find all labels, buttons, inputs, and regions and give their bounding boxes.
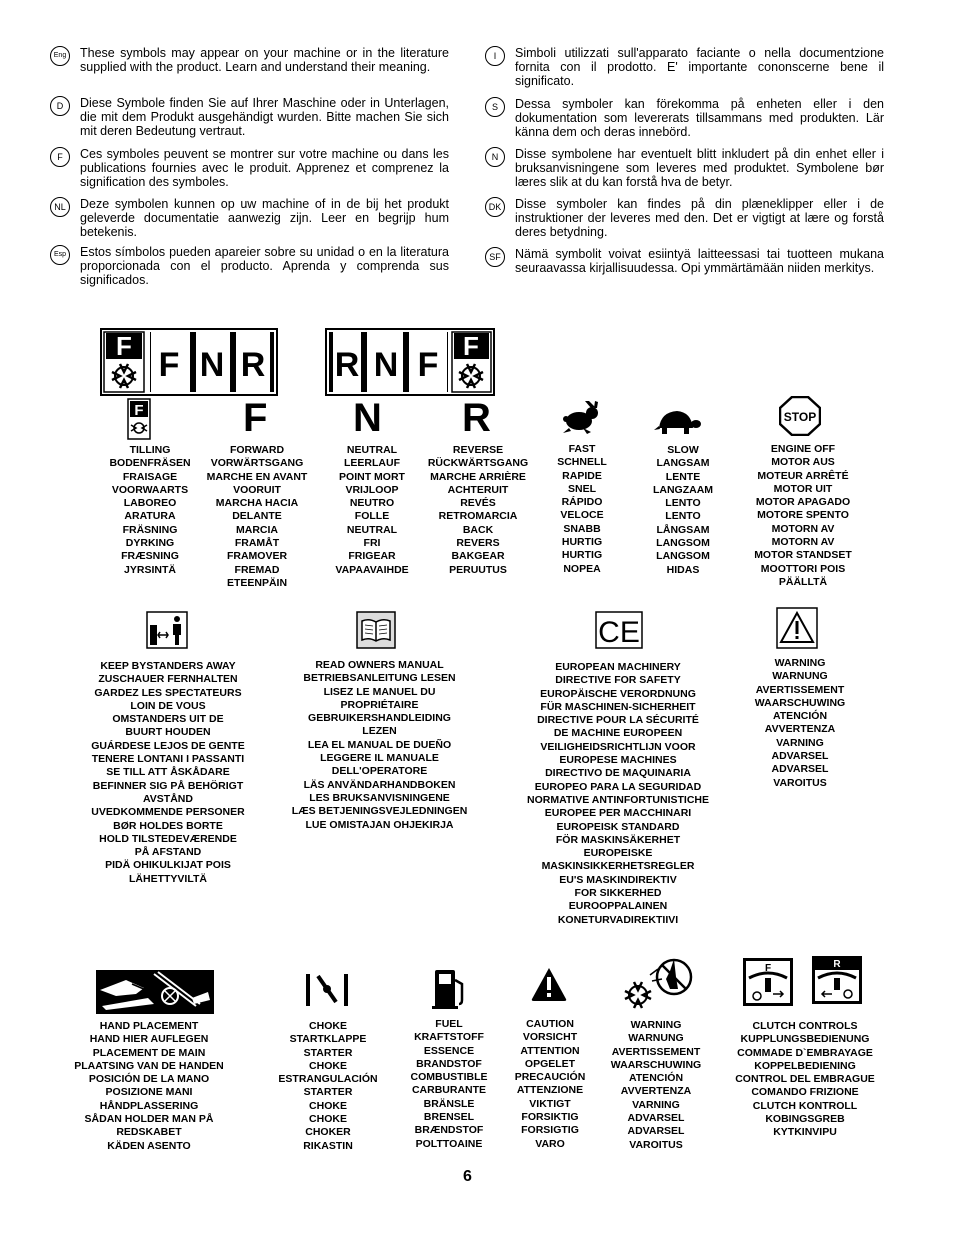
- tilling-letter: F: [134, 402, 144, 419]
- fast-label: FAST SCHNELL RAPIDE SNEL RÁPIDO VELOCE SNABB HURTIG HURTIG NOPEA: [557, 443, 607, 575]
- reverse-label: REVERSE RÜCKWÄRTSGANG MARCHE ARRIÈRE ACHTERUIT REVÉS RETROMARCIA BACK REVERS BAKGEAR PERUUTUS: [427, 444, 529, 576]
- clutch-r-letter: R: [833, 959, 841, 970]
- caution-icon: [530, 966, 568, 1002]
- neutral-letter-icon: N: [353, 396, 382, 440]
- language-badge: I: [485, 46, 505, 66]
- language-badge: F: [50, 147, 70, 167]
- stop-label: STOP: [783, 410, 817, 424]
- gear-panel-left-icon: [100, 328, 278, 396]
- choke-label: CHOKE STARTKLAPPE STARTER CHOKE ESTRANGULACIÓN STARTER CHOKE CHOKE CHOKER RIKASTIN: [278, 1020, 378, 1152]
- language-badge: Esp: [50, 245, 70, 265]
- tilling-icon: [127, 398, 151, 440]
- no-bystanders-rotating-tines-icon: [622, 955, 694, 1011]
- bystanders-label: KEEP BYSTANDERS AWAY ZUSCHAUER FERNHALTEN GARDEZ LES SPECTATEURS LOIN DE VOUS OMSTANDERS UIT DE BUURT HOUDEN GUÁRDESE LEJOS DE GENTE TENERE LONTANI I PASSANTI SE TILL ATT ÅSKÅDARE BEFINNER SIG PÅ BEHÖRIGT AVSTÅND UVEDKOMMENDE PERSONER BØR HOLDES BORTE HOLD TILSTEDEVÆRENDE PÅ AFSTAND PIDÄ OHIKULKIJAT POIS LÄHETTYVILTÄ: [91, 660, 245, 885]
- intro-text: Estos símbolos pueden apareier sobre su unidad o en la literatura proporcionada con el producto. Aprenda y comprenda sus significados.: [80, 245, 449, 287]
- rabbit-icon: [561, 401, 601, 435]
- warning-label: WARNING WARNUNG AVERTISSEMENT WAARSCHUWING ATENCIÓN AVVERTENZA VARNING ADVARSEL ADVARSEL VAROITUS: [754, 657, 846, 789]
- panel-tab-letter: F: [116, 331, 132, 361]
- manual-label: READ OWNERS MANUAL BETRIEBSANLEITUNG LESEN LISEZ LE MANUEL DU PROPRIÉTAIRE GEBRUIKERSHANDLEIDING LEZEN LEA EL MANUAL DE DUEÑO LEGGERE IL MANUALE DELL'OPERATORE LÄS ANVÄNDARHANDBOKEN LES BRUKSANVISNINGENE LÆS BETJENINGSVEJLEDNINGEN LUE OMISTAJAN OHJEKIRJA: [291, 659, 468, 831]
- intro-text: Disse symbolene har eventuelt blitt inkludert på din enhet eller i bruksanvisningene som leveres med produktet. Symbolene bør læres slik at du kan forstå hva de betyr.: [515, 147, 884, 189]
- ce-label: CE: [598, 616, 640, 649]
- gear-panel-right-icon: [325, 328, 495, 396]
- clutch-r-icon: [812, 956, 862, 1004]
- intro-text: These symbols may appear on your machine or in the literature supplied with the product. Learn and understand their meaning.: [80, 46, 449, 74]
- clutch-controls-label: CLUTCH CONTROLS KUPPLUNGSBEDIENUNG COMMADE D`EMBRAYAGE KOPPELBEDIENING CONTROL DEL EMBRAGUE COMANDO FRIZIONE CLUTCH KONTROLL KOBINGSGREB KYTKINVIPU: [735, 1020, 875, 1139]
- intro-sf: [489, 247, 884, 275]
- intro-text: Nämä symbolit voivat esiintyä laitteessasi tai tuotteen mukana seuraavassa kirjallisuudessa. Opi ymmärtämään niiden merkitys.: [515, 247, 884, 275]
- intro-text: Diese Symbole finden Sie auf Ihrer Maschine oder in Unterlagen, die mit dem Produkt ausgehändigt wurden. Bitte machen Sie sich mit deren Bedeutung vertraut.: [80, 96, 449, 138]
- choke-icon: [304, 972, 350, 1008]
- intro-eng: [53, 46, 449, 74]
- panel-letter-f: F: [417, 346, 439, 384]
- hand-placement-label: HAND PLACEMENT HAND HIER AUFLEGEN PLACEMENT DE MAIN PLAATSING VAN DE HANDEN POSICIÓN DE LA MANO POSIZIONE MANI HÅNDPLASSERING SÅDAN HOLDER MAN PÅ REDSKABET KÄDEN ASENTO: [74, 1020, 224, 1152]
- language-badge: NL: [50, 197, 70, 217]
- clutch-f-letter: F: [764, 963, 772, 974]
- page-number: 6: [463, 1168, 472, 1185]
- intro-text: Dessa symboler kan förekomma på enheten eller i den dokumentation som levererats tillsammans med produkten. Lär känna dem och deras innebörd.: [515, 97, 884, 139]
- panel-letter-f: F: [158, 346, 180, 384]
- panel-letter-r: R: [334, 346, 360, 384]
- intro-n: [491, 147, 884, 189]
- intro-text: Ces symboles peuvent se montrer sur votre machine ou dans les publications fournies avec le produit. Apprenez et comprenez la signification des symboles.: [80, 147, 449, 189]
- panel-tab-letter: F: [463, 331, 479, 361]
- intro-dk: [488, 197, 884, 239]
- intro-nl: [54, 197, 449, 239]
- tilling-label: TILLING BODENFRÄSEN FRAISAGE VOORWAARTS LABOREO ARATURA FRÄSNING DYRKING FRÆSNING JYRSINTÄ: [109, 444, 191, 576]
- stop-sign-icon: [779, 396, 821, 436]
- language-badge: N: [485, 147, 505, 167]
- forward-label: FORWARD VORWÄRTSGANG MARCHE EN AVANT VOORUIT MARCHA HACIA DELANTE MARCIA FRAMÅT FRAMOVER FREMAD ETEENPÄIN: [206, 444, 308, 589]
- fuel-pump-icon: [432, 968, 466, 1010]
- language-badge: SF: [485, 247, 505, 267]
- intro-s: [491, 97, 884, 139]
- intro-i: [493, 46, 884, 88]
- hand-placement-icon: [96, 970, 214, 1014]
- intro-d: [56, 96, 449, 138]
- ce-mark-icon: [595, 611, 643, 649]
- engine-off-label: ENGINE OFF MOTOR AUS MOTEUR ARRÊTÉ MOTOR UIT MOTOR APAGADO MOTORE SPENTO MOTORN AV MOTORN AV MOTOR STANDSET MOOTTORI POIS PÄÄLLTÄ: [754, 443, 852, 588]
- reverse-letter-icon: R: [462, 396, 491, 440]
- panel-letter-n: N: [199, 346, 225, 384]
- language-badge: Eng: [50, 46, 70, 66]
- manual-book-icon: [356, 611, 396, 649]
- warning-2-label: WARNING WARNUNG AVERTISSEMENT WAARSCHUWING ATENCIÓN AVVERTENZA VARNING ADVARSEL ADVARSEL VAROITUS: [610, 1019, 702, 1151]
- bystanders-icon: [146, 611, 188, 649]
- intro-esp: [53, 245, 449, 287]
- intro-f: [57, 147, 449, 189]
- fuel-label: FUEL KRAFTSTOFF ESSENCE BRANDSTOF COMBUSTIBLE CARBURANTE BRÄNSLE BRENSEL BRÆNDSTOF POLTTOAINE: [410, 1018, 488, 1150]
- language-badge: DK: [485, 197, 505, 217]
- neutral-label: NEUTRAL LEERLAUF POINT MORT VRIJLOOP NEUTRO FOLLE NEUTRAL FRI FRIGEAR VAPAAVAIHDE: [335, 444, 409, 576]
- intro-text: Simboli utilizzati sull'apparato faciante o nella documentzione fornita con il prodotto. E' importante cononscerne bene il significato.: [515, 46, 884, 88]
- panel-letter-n: N: [373, 346, 399, 384]
- european-directive-label: EUROPEAN MACHINERY DIRECTIVE FOR SAFETY EUROPÄISCHE VERORDNUNG FÜR MASCHINEN-SICHERHEIT DIRECTIVE POUR LA SÉCURITÉ DE MACHINE EUROPEEN VEILIGHEIDSRICHTLIJN VOOR EUROPESE MACHINES DIRECTIVO DE MAQUINARIA EUROPEO PARA LA SEGURIDAD NORMATIVE ANTINFORTUNISTICHE EUROPEE PER MACCHINARI EUROPEISK STANDARD FÖR MASKINSÄKERHET EUROPEISKE MASKINSIKKERHETSREGLER EU'S MASKINDIREKTIV FOR SIKKERHED EUROOPPALAINEN KONETURVADIREKTIIVI: [527, 661, 709, 926]
- forward-letter-icon: F: [243, 396, 268, 440]
- intro-text: Deze symbolen kunnen op uw machine of in de bij het produkt geleverde documentatie aanwezig zijn. Leer en begrijp hum betekenis.: [80, 197, 449, 239]
- intro-text: Disse symboler kan findes på din plæneklipper eller i de instruktioner der leveres med den. Det er vigtigt at lære og forstå deres betydning.: [515, 197, 884, 239]
- language-badge: S: [485, 97, 505, 117]
- turtle-icon: [653, 408, 701, 436]
- warning-triangle-icon: [776, 607, 818, 649]
- caution-label: CAUTION VORSICHT ATTENTION OPGELET PRECAUCIÓN ATTENZIONE VIKTIGT FORSIKTIG FORSIGTIG VARO: [514, 1018, 586, 1150]
- panel-letter-r: R: [240, 346, 266, 384]
- slow-label: SLOW LANGSAM LENTE LANGZAAM LENTO LENTO LÅNGSAM LANGSOM LANGSOM HIDAS: [652, 444, 714, 576]
- clutch-f-icon: [743, 958, 793, 1006]
- language-badge: D: [50, 96, 70, 116]
